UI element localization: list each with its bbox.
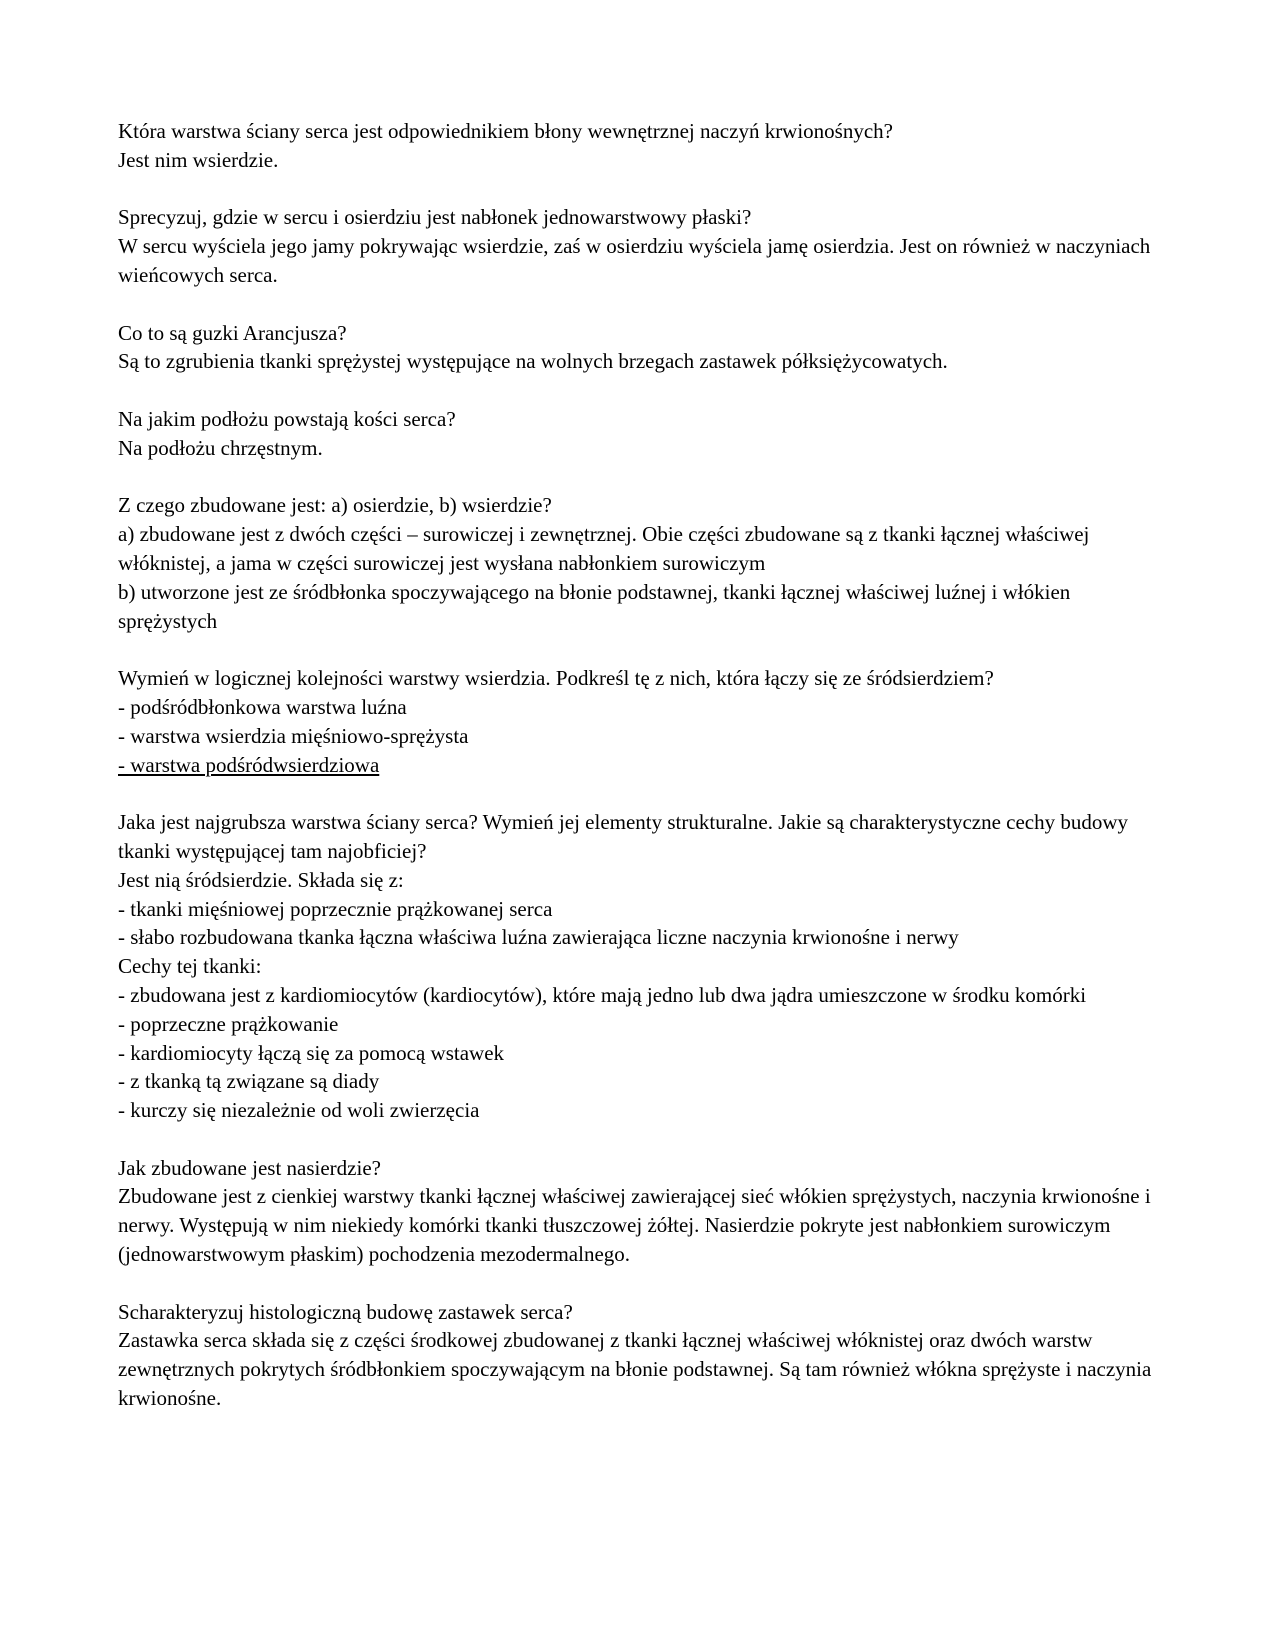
question: Która warstwa ściany serca jest odpowiednikiem błony wewnętrznej naczyń krwionośnych? — [118, 119, 894, 143]
question: Sprecyzuj, gdzie w sercu i osierdziu jest nabłonek jednowarstwowy płaski? — [118, 205, 752, 230]
answer-line: b) utworzone jest ze śródbłonka spoczywającego na błonie podstawnej, tkanki łącznej właściwej luźnej i włókien sprężystych — [118, 579, 1071, 633]
question: Jak zbudowane jest nasierdzie? — [118, 1155, 381, 1180]
question: Na jakim podłożu powstają kości serca? — [118, 406, 456, 431]
question: Scharakteryzuj histologiczną budowę zastawek serca? — [118, 1299, 573, 1324]
answer-line: - słabo rozbudowana tkanka łączna właściwa luźna zawierająca liczne naczynia krwionośne i nerwy — [118, 925, 959, 950]
answer-line: - warstwa wsierdzia mięśniowo-sprężysta — [118, 723, 469, 748]
qa-section-6 — [118, 664, 1158, 779]
answer-line: - poprzeczne prążkowanie — [118, 1011, 339, 1036]
qa-section-9 — [118, 1298, 1158, 1413]
answer-line: Są to zgrubienia tkanki sprężystej występujące na wolnych brzegach zastawek półksiężycowatych. — [118, 349, 948, 374]
answer-line: - kurczy się niezależnie od woli zwierzęcia — [118, 1098, 480, 1123]
document-body — [118, 117, 1158, 1442]
qa-section-3 — [118, 319, 1158, 377]
qa-section-8 — [118, 1154, 1158, 1269]
answer-line: - tkanki mięśniowej poprzecznie prążkowanej serca — [118, 896, 553, 921]
answer-line: Jest nią śródsierdzie. Składa się z: — [118, 867, 404, 892]
answer-line: - z tkanką tą związane są diady — [118, 1069, 380, 1094]
answer-line-underlined: - warstwa podśródwsierdziowa — [118, 752, 380, 777]
answer-line: Na podłożu chrzęstnym. — [118, 435, 323, 460]
question: Wymień w logicznej kolejności warstwy wsierdzia. Podkreśl tę z nich, która łączy się ze śródsierdziem? — [118, 666, 994, 691]
qa-section-2 — [118, 203, 1158, 289]
qa-section-7 — [118, 808, 1158, 1125]
question: Z czego zbudowane jest: a) osierdzie, b) wsierdzie? — [118, 493, 552, 518]
answer-line: a) zbudowane jest z dwóch części – surowiczej i zewnętrznej. Obie części zbudowane są z tkanki łącznej właściwej włóknistej, a jama w części surowiczej jest wysłana nabłonkiem surowiczym — [118, 522, 1090, 575]
answer-line: - zbudowana jest z kardiomiocytów (kardiocytów), które mają jedno lub dwa jądra umieszczone w środku komórki — [118, 982, 1087, 1007]
answer-line: - kardiomiocyty łączą się za pomocą wstawek — [118, 1040, 505, 1065]
answer-line: Jest nim wsierdzie. — [118, 147, 279, 172]
answer-line: Zbudowane jest z cienkiej warstwy tkanki łącznej właściwej zawierającej sieć włókien sprężystych, naczynia krwionośne i nerwy. Występują w nim niekiedy komórki tkanki tłuszczowej żółtej. Nasierdzie pokryte jest nabłonkiem surowiczym (jednowarstwowym płaskim) pochodzenia mezodermalnego. — [118, 1184, 1151, 1267]
question: Jaka jest najgrubsza warstwa ściany serca? Wymień jej elementy strukturalne. Jakie są charakterystyczne cechy budowy tkanki występującej tam najobficiej? — [118, 810, 1129, 863]
qa-section-5 — [118, 491, 1158, 635]
question: Co to są guzki Arancjusza? — [118, 320, 347, 345]
answer-line: - podśródbłonkowa warstwa luźna — [118, 694, 407, 719]
answer-line: W sercu wyściela jego jamy pokrywając wsierdzie, zaś w osierdziu wyściela jamę osierdzia. Jest on również w naczyniach wieńcowych serca. — [118, 234, 1151, 287]
qa-section-1 — [118, 117, 1158, 175]
answer-line: Cechy tej tkanki: — [118, 954, 262, 979]
answer-line: Zastawka serca składa się z części środkowej zbudowanej z tkanki łącznej właściwej włóknistej oraz dwóch warstw zewnętrznych pokrytych śródbłonkiem spoczywającym na błonie podstawnej. Są tam również włókna sprężyste i naczynia krwionośne. — [118, 1328, 1152, 1411]
qa-section-4 — [118, 405, 1158, 463]
